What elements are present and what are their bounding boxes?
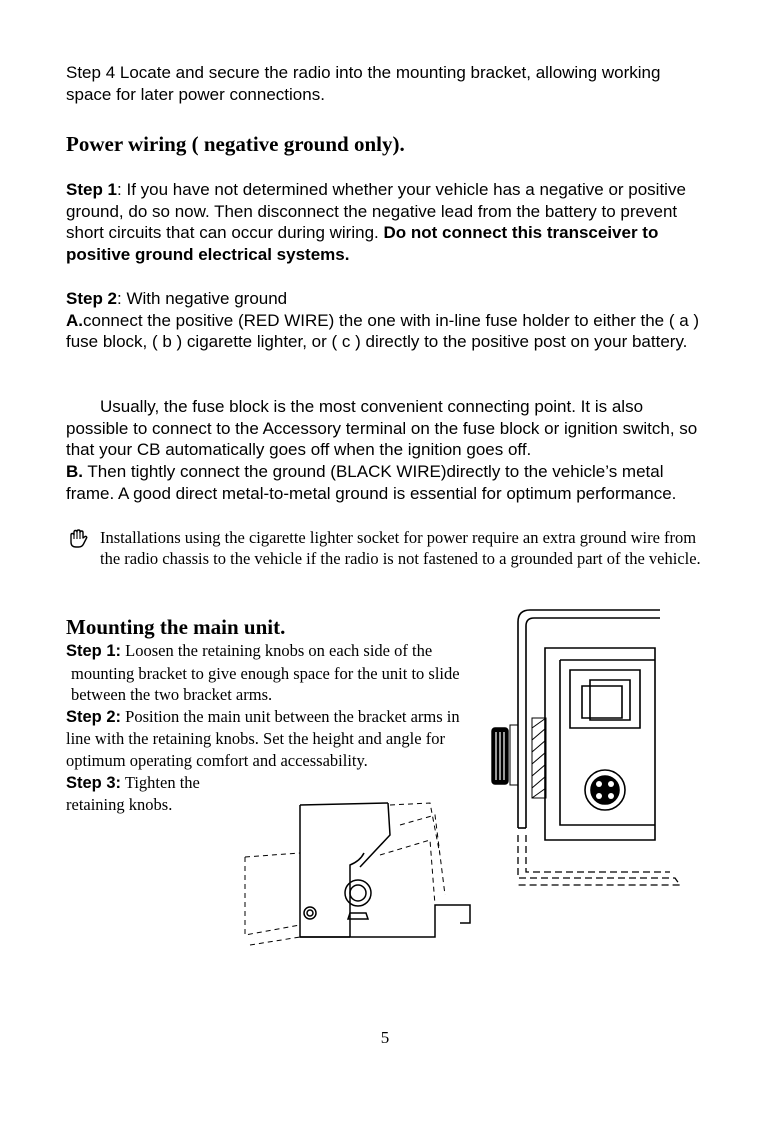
mount-step3-text: Tighten the retaining knobs. xyxy=(66,772,200,815)
power-step1 xyxy=(66,179,711,265)
step2-text: : With negative ground xyxy=(117,289,288,308)
power-wiring-heading: Power wiring ( negative ground only). xyxy=(66,132,405,156)
note-text: Installations using the cigarette lighter socket for power require an extra ground wire from the radio chassis to the vehicle if the radio is not fastened to a grounded part of the vehicle. xyxy=(100,528,701,568)
step2-a-text: connect the positive (RED WIRE) the one with in-line fuse holder to either the ( a ) fuse block, ( b ) cigarette lighter, or ( c ) directly to the positive post on your battery. xyxy=(66,310,700,352)
knob-assembly-diagram xyxy=(240,795,480,955)
mount-step2-label: Step 2: xyxy=(66,707,122,726)
power-step2 xyxy=(66,288,706,353)
step2-b-text: Then tightly connect the ground (BLACK WIRE)directly to the vehicle’s metal frame. A good direct metal-to-metal ground is essential for optimum performance. xyxy=(66,462,677,503)
mount-step2-text: Position the main unit between the bracket arms in line with the retaining knobs. Set the height and angle for optimum operating comfort and accessability. xyxy=(66,706,460,770)
step1-label: Step 1 xyxy=(66,180,118,199)
usually-paragraph: Usually, the fuse block is the most convenient connecting point. It is also possible to connect to the Accessory terminal on the fuse block or ignition switch, so that your CB automatically goes off when the ignition goes off. xyxy=(66,397,698,460)
step2-a-label: A. xyxy=(66,310,83,330)
step1-text: : If you have not determined whether your vehicle has a negative or positive ground, do so now. Then disconnect the negative lead from the battery to prevent short circuits that can occur during wiring. xyxy=(66,180,686,243)
step2-b xyxy=(66,461,706,504)
mount-step1-label: Step 1: xyxy=(66,642,122,660)
step2-label: Step 2 xyxy=(66,289,118,308)
step1-warning: Do not connect this transceiver to positive ground electrical systems. xyxy=(66,223,659,264)
page-number: 5 xyxy=(380,1028,390,1047)
pointing-hand-icon xyxy=(68,529,88,549)
step4-text: Step 4 Locate and secure the radio into the mounting bracket, allowing working space for later power connections. xyxy=(66,63,661,104)
mount-step1-text: Loosen the retaining knobs on each side of the mounting bracket to give enough space for the unit to slide between the two bracket arms. xyxy=(71,641,460,705)
step2-b-label: B. xyxy=(66,462,83,481)
mounting-steps xyxy=(66,640,466,816)
bracket-side-diagram xyxy=(470,600,690,900)
mount-step3-label: Step 3: xyxy=(66,773,122,792)
mounting-heading: Mounting the main unit. xyxy=(66,615,286,639)
